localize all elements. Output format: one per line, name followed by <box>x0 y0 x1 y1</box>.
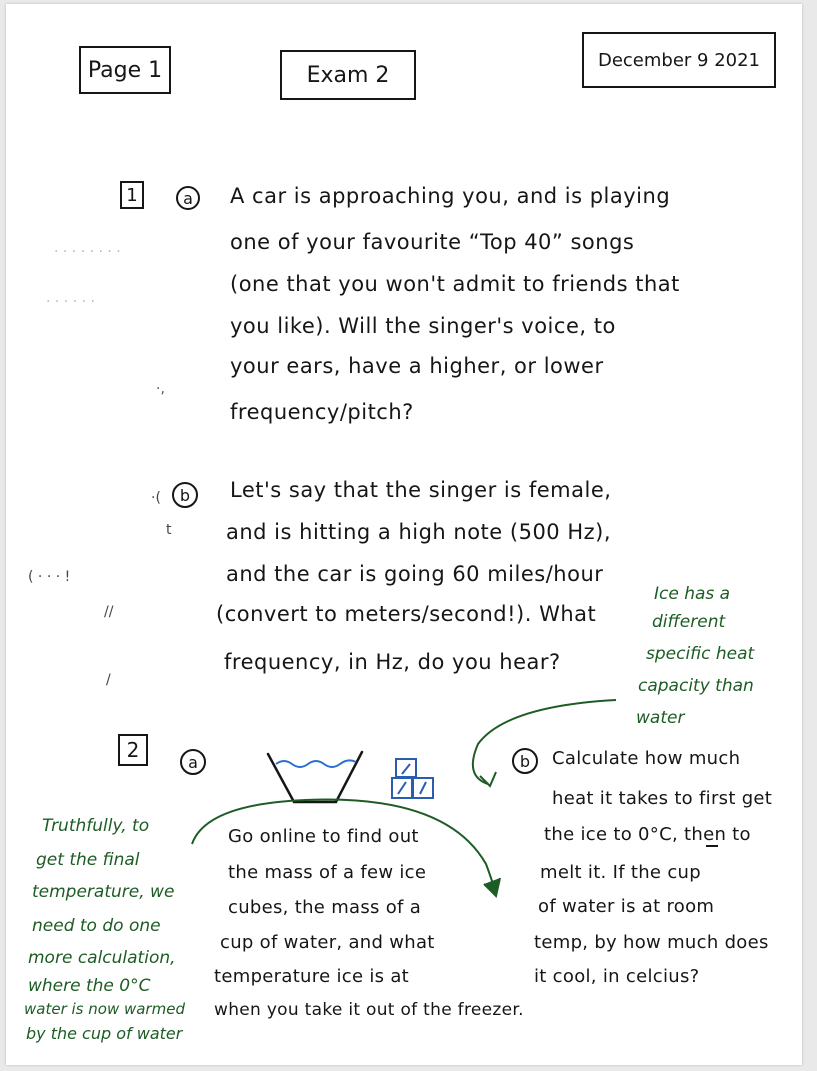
temperature-note-line: where the 0°C <box>28 976 151 996</box>
question-1a-line: your ears, have a higher, or lower <box>230 354 604 378</box>
question-2b-line: it cool, in celcius? <box>534 966 700 987</box>
question-2a-line: the mass of a few ice <box>228 862 427 883</box>
question-1b-line: Let's say that the singer is female, <box>230 478 612 502</box>
question-2a-line: cup of water, and what <box>220 932 435 953</box>
bleed-through-mark: ·( <box>151 490 161 506</box>
question-2b-line: Calculate how much <box>552 748 741 769</box>
question-2a-line: when you take it out of the freezer. <box>214 1000 524 1020</box>
temperature-note-line: by the cup of water <box>26 1024 183 1043</box>
temperature-note-line: Truthfully, to <box>42 816 150 836</box>
question-2-number: 2 <box>126 738 140 762</box>
ice-cubes-drawing <box>392 759 433 798</box>
question-2b-line: heat it takes to first get <box>552 788 773 809</box>
drawings-layer <box>6 4 802 1065</box>
question-2b-marker: b <box>512 748 538 774</box>
question-1b-marker: b <box>172 482 198 508</box>
bleed-through-mark: / <box>106 672 111 688</box>
question-1-number: 1 <box>126 184 138 206</box>
exam-page <box>6 4 802 1065</box>
question-2b-line: temp, by how much does <box>534 932 769 953</box>
question-1a-line: (one that you won't admit to friends that <box>230 272 680 296</box>
page-number-label: Page 1 <box>87 57 163 83</box>
ice-note-line: capacity than <box>638 676 754 696</box>
arrow-note-to-question-2b <box>473 700 616 786</box>
question-2b-line: melt it. If the cup <box>540 862 701 883</box>
question-2b-line: of water is at room <box>538 896 715 917</box>
temperature-note-line: need to do one <box>32 916 161 936</box>
bleed-through-mark: ( · · · ! <box>28 569 71 585</box>
temperature-note-line: more calculation, <box>28 948 176 968</box>
bleed-through-mark: // <box>104 604 114 620</box>
question-1a-line: one of your favourite “Top 40” songs <box>230 230 635 254</box>
ice-note-line: different <box>652 612 726 632</box>
temperature-note-line: water is now warmed <box>24 1000 185 1018</box>
date-label: December 9 2021 <box>597 49 761 71</box>
bleed-through-mark: · · · · · · <box>46 294 95 310</box>
question-1b-line: and the car is going 60 miles/hour <box>226 562 604 586</box>
question-1a-line: A car is approaching you, and is playing <box>230 184 671 208</box>
question-1b-line: (convert to meters/second!). What <box>216 602 597 626</box>
question-2a-line: cubes, the mass of a <box>228 897 422 918</box>
question-1a-marker: a <box>176 186 200 210</box>
bleed-through-mark: t <box>166 522 172 538</box>
question-2a-marker: a <box>180 749 206 775</box>
ice-note-line: specific heat <box>646 644 755 664</box>
exam-title-label: Exam 2 <box>306 62 390 88</box>
temperature-note-line: get the final <box>36 850 140 870</box>
bleed-through-mark: ·, <box>156 381 165 397</box>
question-1b-line: frequency, in Hz, do you hear? <box>224 650 561 674</box>
question-1a-line: you like). Will the singer's voice, to <box>230 314 616 338</box>
question-1b-line: and is hitting a high note (500 Hz), <box>226 520 612 544</box>
question-2a-line: temperature ice is at <box>214 966 410 987</box>
bleed-through-mark: · · · · · · · · <box>54 244 121 260</box>
temperature-note-line: temperature, we <box>32 882 175 902</box>
ice-note-line: Ice has a <box>654 584 731 604</box>
arrow-question-2b-left <box>192 800 500 896</box>
question-2a-line: Go online to find out <box>228 826 419 847</box>
cup-of-water-drawing <box>268 752 362 802</box>
question-1a-line: frequency/pitch? <box>230 400 414 424</box>
question-2b-line: the ice to 0°C, then to <box>544 824 751 845</box>
ice-note-line: water <box>636 708 685 728</box>
